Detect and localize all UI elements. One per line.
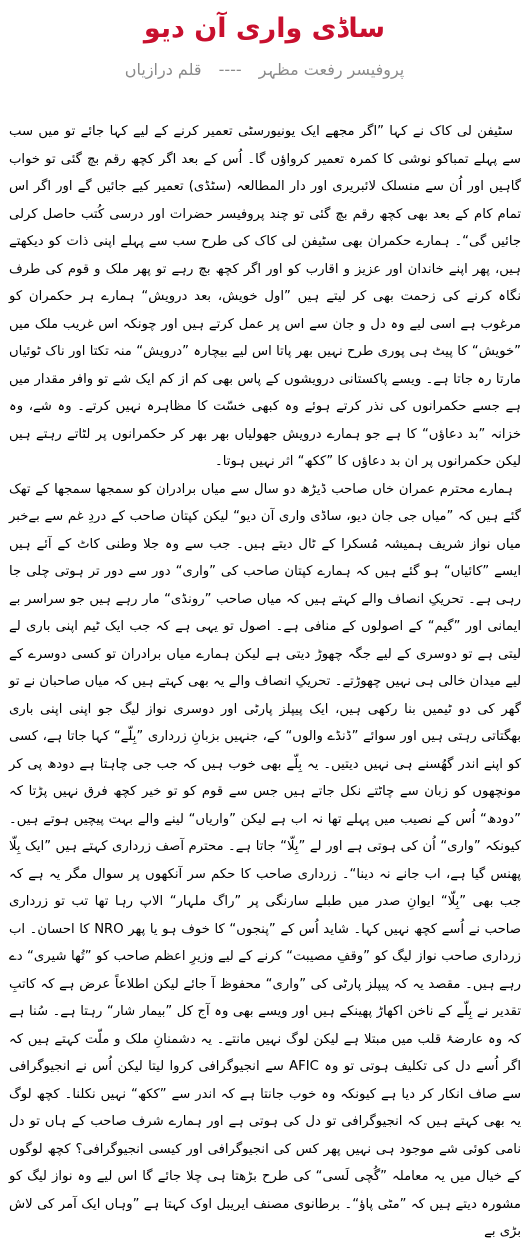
byline [0, 56, 529, 84]
body-paragraph: سٹیفن لی کاک نے کہا ”اگر مجھے ایک یونیورسٹی تعمیر کرنے کے لیے کہا جائے تو میں سب سے پہلے تمباکو نوشی کا کمرہ تعمیر کرواؤں گا۔ اُس کے بعد اگر کچھ رقم بچ گئی تو خواب گاہیں اور اُن سے منسلک لائبریری اور دار المطالعہ (سٹڈی) تعمیر کیے جائیں گے اور اگر اس تمام کام کے بعد بھی کچھ رقم بچ گئی تو چند پروفیسر حضرات اور درسی کُتب حاصل کرلی جائیں گی“۔ ہمارے حکمران بھی سٹیفن لی کاک کی طرح سب سے پہلے اپنی ذات کو دیکھتے ہیں، پھر اپنے خاندان اور عزیز و اقارب کو اور اگر کچھ بچ رہے تو پھر ملک و قوم کی طرف نگاہ کرنے کی زحمت بھی کر لیتے ہیں ”اول خویش، بعد درویش“ ہمارے ہر حکمران کو مرغوب ہے اسی لیے وہ دل و جان سے اس پر عمل کرتے ہیں اور چونکہ اس غریب ملک میں ”خویش“ کا پیٹ ہی پوری طرح نہیں بھر پاتا اس لیے بیچارہ ”درویش“ منہ تکتا اور ناک ٹوئیاں مارتا رہ جاتا ہے۔ ویسے پاکستانی درویشوں کے پاس بھی کم از کم ایک شے تو وافر مقدار میں ہے جسے حکمرانوں کی نذر کرتے ہوئے وہ کبھی خسّت کا مظاہرہ نہیں کرتے۔ وہ شے، وہ خزانہ ”بد دعاؤں“ کا ہے جو ہمارے درویش جھولیاں بھر بھر کر حکمرانوں پر لٹاتے رہتے ہیں لیکن حکمرانوں پر ان بد دعاؤں کا ”ککھ“ اثر نہیں ہوتا۔ [9, 124, 521, 469]
article-body [9, 118, 521, 1246]
body-paragraph: ہمارے محترم عمران خاں صاحب ڈیڑھ دو سال سے میاں برادران کو سمجھا سمجھا کے تھک گئے ہیں کہ ”میاں جی جان دیو، ساڈی واری آن دیو“ لیکن کپتان صاحب کے دردِ غم سے بےخبر میاں نواز شریف ہمیشہ مُسکرا کے ٹال دیتے ہیں۔ جب سے وہ جلا وطنی کاٹ کے آئے ہیں ایسے ”کائیاں“ ہو گئے ہیں کہ ہمارے کپتان صاحب کی ”واری“ دور سے دور تر ہوتی چلی جا رہی ہے۔ تحریکِ انصاف والے کہتے ہیں کہ میاں صاحب ”رونڈی“ مار رہے ہیں جو سراسر بے ایمانی اور ”گیم“ کے اصولوں کے منافی ہے۔ اصول تو یہی ہے کہ جب ایک ٹیم اپنی باری لے لیتی ہے تو دوسری کے لیے جگہ چھوڑ دیتی ہے لیکن ہمارے میاں برادران تو کسی دوسرے کے لیے میدان خالی ہی نہیں چھوڑتے۔ تحریکِ انصاف والے یہ بھی کہتے ہیں کہ میاں صاحبان نے تو گھر کی دو ٹیمیں بنا رکھی ہیں، ایک پیپلز پارٹی اور دوسری نواز لیگ جو اپنی اپنی باری بھگتاتی رہتی ہیں اور سوائے ”ڈنڈے والوں“ کے، جنہیں بزبانِ زرداری ”بِلّے“ کہا جاتا ہے، کسی کو اپنے اندر گھُسنے ہی نہیں دیتیں۔ یہ بِلّے بھی خوب ہیں کہ جب جی چاہتا ہے دودھ پی کر مونچھوں کو زبان سے چاٹتے نکل جاتے ہیں جس سے قوم کو تو خیر کچھ فرق نہیں پڑتا کہ ”دودھ“ اُس کے نصیب میں پہلے تھا نہ اب ہے لیکن ”واریاں“ لینے والے بہت پیچیں ہوتے ہیں۔ کیونکہ ”واری“ اُن کی ہوتی ہے اور لے ”بِلّا“ جاتا ہے۔ محترم آصف زرداری کہتے ہیں ”ایک بِلّا پھنس گیا ہے، اب جانے نہ دینا“۔ زرداری صاحب کا حکم سر آنکھوں پر سوال مگر یہ ہے کہ جب بھی ”بِلّا“ ایوانِ صدر میں طبلے سارنگی پر ”راگ ملہار“ الاپ رہا تھا تب تو زرداری صاحب نے اُسے کچھ نہیں کہا۔ شاید اُس کے ”پنجوں“ کا خوف ہو یا پھر NRO کا احسان۔ اب زرداری صاحب نواز لیگ کو ”وقفِ مصیبت“ کرنے کے لیے وزیرِ اعظم صاحب کو ”تُھا شیری“ دے رہے ہیں۔ مقصد یہ کہ پیپلز پارٹی کی ”واری“ محفوظ آ جائے لیکن اطلاعاً عرض ہے کہ کاتبِ تقدیر نے بِلّے کے ناخن اکھاڑ پھینکے ہیں اور ویسے بھی وہ آج کل ”بیمار شار“ رہتا ہے۔ سُنا ہے کہ وہ عارضۂ قلب میں مبتلا ہے لیکن لوگ نہیں مانتے۔ یہ دشمنانِ ملک و ملّت کہتے ہیں کہ اگر اُسے دل کی تکلیف ہوتی تو وہ AFIC سے انجیوگرافی کروا لیتا لیکن اُس نے انجیوگرافی سے صاف انکار کر دیا ہے کیونکہ وہ خوب جانتا ہے کہ اندر سے ”ککھ“ نہیں نکلنا۔ کچھ لوگ یہ بھی کہتے ہیں کہ انجیوگرافی تو دل کی ہوتی ہے اور ہمارے شرف صاحب کے ہاں تو دل نامی کوئی شے موجود ہی نہیں پھر کس کی انجیوگرافی اور کیسی انجیوگرافی؟ کچھ لوگوں کے خیال میں یہ معاملہ ”گُچی لَسی“ کی طرح بڑھتا ہی چلا جائے گا اس لیے وہ نواز لیگ کو مشورہ دیتے ہیں کہ ”مٹی پاؤ“۔ برطانوی مصنف ایریبل اوک کہتا ہے ”وہاں ایک آمر کی لاش بڑی بے [9, 481, 521, 1239]
author-name: پروفیسر رفعت مظہر [258, 60, 405, 79]
column-name: قلم درازیاں [124, 60, 202, 79]
byline-separator: ---- [218, 60, 242, 79]
article-title: ساڈی واری آن دیو [143, 13, 386, 44]
